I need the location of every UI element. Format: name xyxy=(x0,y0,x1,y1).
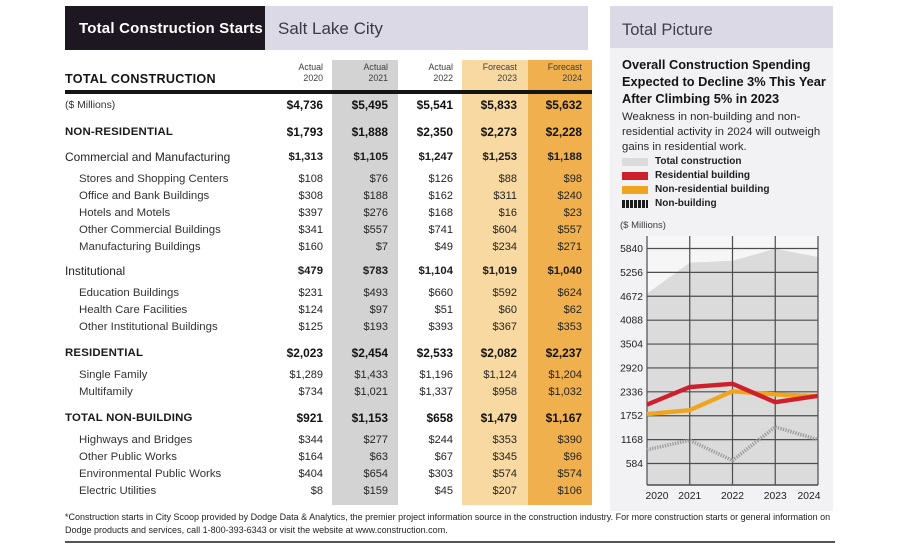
row-label: Electric Utilities xyxy=(79,484,157,497)
y-tick-label: 5256 xyxy=(620,267,643,279)
value-2021: $76 xyxy=(369,172,388,185)
panel-headline: Overall Construction Spending Expected to Decline 3% This Year After Climbing 5% in 2023 xyxy=(622,57,826,107)
y-tick-label: 2336 xyxy=(620,387,643,399)
value-2021: $193 xyxy=(363,320,388,333)
table-row xyxy=(65,465,582,482)
value-2021: $97 xyxy=(369,303,388,316)
value-2024: $557 xyxy=(557,223,582,236)
row-label: Single Family xyxy=(79,368,148,381)
value-2021: $7 xyxy=(375,240,388,253)
table-rows xyxy=(65,96,582,499)
value-2024: $271 xyxy=(557,240,582,253)
value-2022: $741 xyxy=(428,223,453,236)
value-2020: $2,023 xyxy=(286,346,323,360)
bottom-rule xyxy=(65,541,835,543)
panel-body-text: Weakness in non-building and non-residential activity in 2024 will outweigh gains in residential work. xyxy=(622,111,821,154)
value-2021: $654 xyxy=(363,467,388,480)
row-label: Office and Bank Buildings xyxy=(79,189,210,202)
table-row xyxy=(65,344,582,362)
table-header-rule xyxy=(65,90,592,94)
value-2022: $45 xyxy=(434,484,453,497)
chart-legend xyxy=(622,157,769,213)
column-period: Actual xyxy=(298,62,323,72)
row-label: NON-RESIDENTIAL xyxy=(65,126,174,138)
value-2022: $393 xyxy=(428,320,453,333)
table-row xyxy=(65,204,582,221)
legend-label: Residential building xyxy=(655,170,751,181)
value-2023: $2,273 xyxy=(480,125,517,139)
value-2024: $390 xyxy=(557,433,582,446)
value-2024: $2,228 xyxy=(545,125,582,139)
y-tick-label: 3504 xyxy=(620,339,643,351)
value-2022: $1,337 xyxy=(419,385,453,398)
row-label: Manufacturing Buildings xyxy=(79,240,201,253)
value-2021: $1,153 xyxy=(351,411,388,425)
value-2023: $1,019 xyxy=(482,265,517,277)
value-2020: $164 xyxy=(298,450,323,463)
column-header xyxy=(517,62,582,83)
row-label: Institutional xyxy=(65,264,126,278)
value-2023: $207 xyxy=(492,484,517,497)
value-2020: $1,313 xyxy=(288,151,323,163)
column-year: 2023 xyxy=(497,72,517,83)
value-2021: $159 xyxy=(363,484,388,497)
legend-swatch xyxy=(622,200,648,208)
value-2022: $244 xyxy=(428,433,453,446)
value-2021: $1,888 xyxy=(351,125,388,139)
value-2024: $62 xyxy=(563,303,582,316)
row-label: Health Care Facilities xyxy=(79,303,188,316)
x-tick-label: 2020 xyxy=(645,491,669,502)
value-2023: $234 xyxy=(492,240,517,253)
value-2023: $1,253 xyxy=(482,151,517,163)
value-2020: $341 xyxy=(298,223,323,236)
value-2020: $160 xyxy=(298,240,323,253)
value-2022: $660 xyxy=(428,286,453,299)
panel-title: Total Picture xyxy=(610,6,833,48)
x-tick-label: 2021 xyxy=(678,491,702,502)
column-period: Forecast xyxy=(547,62,582,72)
value-2024: $1,167 xyxy=(545,411,582,425)
value-2022: $5,541 xyxy=(416,98,453,112)
legend-item xyxy=(622,157,769,166)
column-period: Actual xyxy=(428,62,453,72)
total-picture-panel xyxy=(610,48,833,511)
value-2024: $624 xyxy=(557,286,582,299)
legend-swatch xyxy=(622,158,648,166)
column-period: Actual xyxy=(363,62,388,72)
value-2021: $276 xyxy=(363,206,388,219)
legend-item xyxy=(622,171,769,180)
column-year: 2021 xyxy=(368,72,388,83)
y-tick-label: 1168 xyxy=(620,435,643,447)
value-2024: $1,032 xyxy=(548,385,582,398)
value-2022: $658 xyxy=(426,411,453,425)
legend-label: Non-building xyxy=(655,198,717,209)
value-2021: $277 xyxy=(363,433,388,446)
city-title: Salt Lake City xyxy=(265,6,588,50)
value-2024: $574 xyxy=(557,467,582,480)
value-2022: $1,104 xyxy=(418,265,453,277)
table-row xyxy=(65,96,582,114)
value-2023: $367 xyxy=(492,320,517,333)
table-row xyxy=(65,318,582,335)
y-tick-label: 584 xyxy=(625,459,643,470)
row-label: Environmental Public Works xyxy=(79,467,222,480)
table-row xyxy=(65,431,582,448)
report-title: Total Construction Starts xyxy=(65,6,265,50)
value-2023: $5,833 xyxy=(480,98,517,112)
value-2022: $126 xyxy=(428,172,453,185)
value-2021: $63 xyxy=(369,450,388,463)
row-label: Other Institutional Buildings xyxy=(79,320,218,333)
y-tick-label: 1752 xyxy=(620,411,643,423)
value-2023: $592 xyxy=(492,286,517,299)
column-period: Forecast xyxy=(482,62,517,72)
value-2024: $1,040 xyxy=(547,265,582,277)
value-2021: $1,021 xyxy=(354,385,388,398)
value-2023: $574 xyxy=(492,467,517,480)
value-2024: $1,188 xyxy=(547,151,582,163)
y-tick-label: 2920 xyxy=(620,363,643,375)
value-2020: $231 xyxy=(298,286,323,299)
column-header xyxy=(453,62,517,83)
table-row xyxy=(65,170,582,187)
value-2024: $23 xyxy=(563,206,582,219)
value-2024: $5,632 xyxy=(545,98,582,112)
y-tick-label: 4088 xyxy=(620,315,643,327)
value-2024: $2,237 xyxy=(545,346,582,360)
value-2021: $1,105 xyxy=(353,151,388,163)
chart-units-label: ($ Millions) xyxy=(620,220,666,231)
value-2023: $958 xyxy=(492,385,517,398)
table-row xyxy=(65,482,582,499)
legend-item xyxy=(622,199,769,208)
value-2021: $493 xyxy=(363,286,388,299)
x-tick-label: 2022 xyxy=(721,491,744,502)
value-2023: $1,479 xyxy=(480,411,517,425)
value-2020: $479 xyxy=(297,265,323,277)
value-2023: $345 xyxy=(492,450,517,463)
table-row xyxy=(65,148,582,166)
value-2023: $60 xyxy=(498,303,517,316)
value-2020: $734 xyxy=(298,385,323,398)
value-2022: $168 xyxy=(428,206,453,219)
table-row xyxy=(65,221,582,238)
value-2024: $106 xyxy=(557,484,582,497)
value-2020: $1,793 xyxy=(286,125,323,139)
x-tick-label: 2024 xyxy=(797,491,821,502)
table-row xyxy=(65,284,582,301)
construction-spending-chart xyxy=(612,230,832,502)
value-2024: $98 xyxy=(563,172,582,185)
row-label: Other Commercial Buildings xyxy=(79,223,221,236)
value-2022: $1,247 xyxy=(418,151,453,163)
legend-swatch xyxy=(622,172,648,180)
row-label: TOTAL NON-BUILDING xyxy=(65,412,193,424)
value-2022: $162 xyxy=(428,189,453,202)
column-header xyxy=(388,62,453,83)
row-label: Stores and Shopping Centers xyxy=(79,172,229,185)
value-2023: $88 xyxy=(498,172,517,185)
value-2024: $96 xyxy=(563,450,582,463)
row-label: Education Buildings xyxy=(79,286,180,299)
row-label: Hotels and Motels xyxy=(79,206,171,219)
legend-item xyxy=(622,185,769,194)
value-2023: $2,082 xyxy=(480,346,517,360)
row-label: RESIDENTIAL xyxy=(65,347,144,359)
column-year: 2022 xyxy=(433,72,453,83)
value-2022: $67 xyxy=(434,450,453,463)
value-2022: $51 xyxy=(434,303,453,316)
table-row xyxy=(65,301,582,318)
value-2024: $1,204 xyxy=(548,368,582,381)
value-2020: $921 xyxy=(296,411,323,425)
table-row xyxy=(65,383,582,400)
value-2020: $125 xyxy=(298,320,323,333)
row-label: ($ Millions) xyxy=(65,99,116,111)
row-label: Commercial and Manufacturing xyxy=(65,150,231,164)
value-2024: $353 xyxy=(557,320,582,333)
row-label: Other Public Works xyxy=(79,450,177,463)
table-row xyxy=(65,409,582,427)
value-2021: $557 xyxy=(363,223,388,236)
legend-label: Total construction xyxy=(655,156,742,167)
table-row xyxy=(65,238,582,255)
value-2021: $1,433 xyxy=(354,368,388,381)
value-2020: $124 xyxy=(298,303,323,316)
legend-label: Non-residential building xyxy=(655,184,770,195)
value-2020: $1,289 xyxy=(289,368,323,381)
value-2021: $188 xyxy=(363,189,388,202)
table-row xyxy=(65,262,582,280)
value-2022: $1,196 xyxy=(419,368,453,381)
value-2023: $604 xyxy=(492,223,517,236)
value-2020: $404 xyxy=(298,467,323,480)
value-2020: $308 xyxy=(298,189,323,202)
column-header xyxy=(323,62,388,83)
y-tick-label: 5840 xyxy=(620,244,643,256)
value-2020: $344 xyxy=(298,433,323,446)
value-2022: $49 xyxy=(434,240,453,253)
table-row xyxy=(65,448,582,465)
column-year: 2020 xyxy=(303,72,323,83)
value-2023: $1,124 xyxy=(483,368,517,381)
value-2020: $108 xyxy=(298,172,323,185)
value-2021: $783 xyxy=(362,265,388,277)
table-title: TOTAL CONSTRUCTION xyxy=(65,72,216,86)
value-2020: $8 xyxy=(310,484,323,497)
value-2022: $2,350 xyxy=(416,125,453,139)
value-2023: $353 xyxy=(492,433,517,446)
table-row xyxy=(65,187,582,204)
x-tick-label: 2023 xyxy=(763,491,787,502)
value-2024: $240 xyxy=(557,189,582,202)
table-row xyxy=(65,366,582,383)
table-row xyxy=(65,123,582,141)
value-2023: $16 xyxy=(498,206,517,219)
value-2020: $397 xyxy=(298,206,323,219)
footnote: *Construction starts in City Scoop provided by Dodge Data & Analytics, the premier project information source in the construction industry. For more construction starts or general information on Dodge products and services, call 1-800-393-6343 or visit the website at www.construction.com. xyxy=(65,512,831,536)
y-tick-label: 4672 xyxy=(620,291,643,303)
row-label: Multifamily xyxy=(79,385,133,398)
row-label: Highways and Bridges xyxy=(79,433,193,446)
value-2022: $2,533 xyxy=(416,346,453,360)
legend-swatch xyxy=(622,186,648,194)
value-2023: $311 xyxy=(493,189,517,202)
column-year: 2024 xyxy=(562,72,582,83)
value-2021: $2,454 xyxy=(351,346,388,360)
column-header xyxy=(268,62,323,83)
value-2022: $303 xyxy=(428,467,453,480)
value-2020: $4,736 xyxy=(286,98,323,112)
value-2021: $5,495 xyxy=(351,98,388,112)
